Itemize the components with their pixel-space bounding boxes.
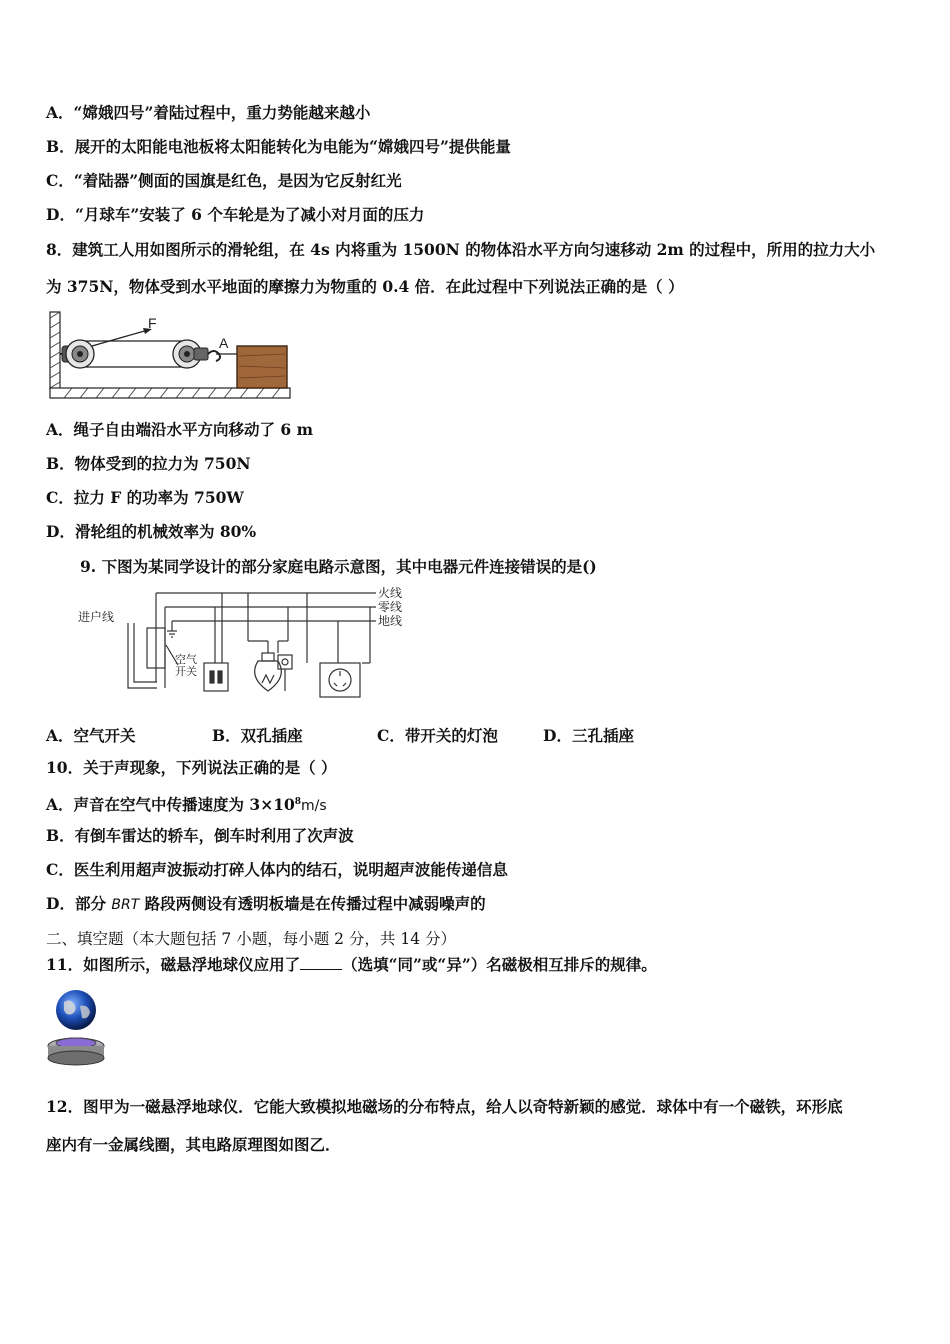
q9-option-c: C．带开关的灯泡 (377, 726, 498, 745)
neutral-wire-label: 零线 (378, 600, 403, 614)
ground-wire-label: 地线 (378, 614, 403, 628)
q12-line1: 12．图甲为一磁悬浮地球仪．它能大致模拟地磁场的分布特点，给人以奇特新颖的感觉．球体中有一个磁铁，环形底 (46, 1097, 843, 1116)
q8-stem-line2: 为 375N，物体受到水平地面的摩擦力为物重的 0.4 倍．在此过程中下列说法正确的是（ ） (46, 277, 684, 296)
q8-option-a: A．绳子自由端沿水平方向移动了 6 m (46, 420, 314, 439)
maglev-globe-figure (44, 988, 110, 1066)
q10-option-c: C．医生利用超声波振动打碎人体内的结石，说明超声波能传递信息 (46, 860, 508, 879)
q8-option-d: D．滑轮组的机械效率为 80% (46, 522, 257, 541)
q10-stem: 10．关于声现象，下列说法正确的是（ ） (46, 758, 337, 777)
q9-option-a: A．空气开关 (46, 726, 136, 745)
section-2-title: 二、填空题（本大题包括 7 小题，每小题 2 分，共 14 分） (46, 930, 457, 948)
q8-option-b: B．物体受到的拉力为 750N (46, 454, 251, 473)
circuit-figure (72, 583, 417, 703)
q7-option-b: B．展开的太阳能电池板将太阳能转化为电能为“嫦娥四号”提供能量 (46, 137, 511, 156)
q11-stem (46, 955, 657, 975)
q10-option-b: B．有倒车雷达的轿车，倒车时利用了次声波 (46, 826, 354, 845)
q7-option-c: C．“着陆器”侧面的国旗是红色，是因为它反射红光 (46, 171, 402, 190)
q9-option-b: B．双孔插座 (212, 726, 303, 745)
q10-option-d-suffix: 路段两侧设有透明板墙是在传播过程中减弱噪声的 (144, 894, 486, 913)
q8-stem-line1: 8．建筑工人用如图所示的滑轮组，在 4s 内将重为 1500N 的物体沿水平方向匀速移动 2m 的过程中，所用的拉力大小 (46, 240, 876, 259)
q10-option-d-prefix: D．部分 (46, 894, 106, 913)
live-wire-label: 火线 (378, 586, 403, 600)
air-switch-label-1: 空气 (175, 653, 197, 666)
q11-blank (300, 955, 342, 970)
q10-option-a-prefix: A．声音在空气中传播速度为 3×10 (46, 795, 295, 815)
object-label: A (219, 335, 229, 351)
q12-line2: 座内有一金属线圈，其电路原理图如图乙． (46, 1135, 341, 1154)
q11-stem-before: 11．如图所示，磁悬浮地球仪应用了 (46, 955, 301, 974)
pulley-figure (44, 308, 294, 400)
force-label: F (148, 315, 157, 331)
q10-option-a-unit: m/s (301, 798, 327, 815)
q9-stem: 9. 下图为某同学设计的部分家庭电路示意图，其中电器元件连接错误的是() (80, 557, 597, 576)
q7-option-a: A．“嫦娥四号”着陆过程中，重力势能越来越小 (46, 103, 371, 122)
q11-stem-after: （选填“同”或“异”）名磁极相互排斥的规律。 (342, 955, 657, 974)
q7-option-d: D．“月球车”安装了 6 个车轮是为了减小对月面的压力 (46, 205, 425, 224)
q10-option-d-brt: BRT (111, 897, 140, 913)
q10-option-a-exponent: 8 (294, 797, 302, 807)
service-entrance-label: 进户线 (78, 610, 115, 624)
q10-option-d (46, 894, 486, 915)
q10-option-a (46, 792, 327, 816)
q9-option-d: D．三孔插座 (543, 726, 634, 745)
air-switch-label-2: 开关 (175, 665, 197, 678)
q8-option-c: C．拉力 F 的功率为 750W (46, 488, 244, 507)
